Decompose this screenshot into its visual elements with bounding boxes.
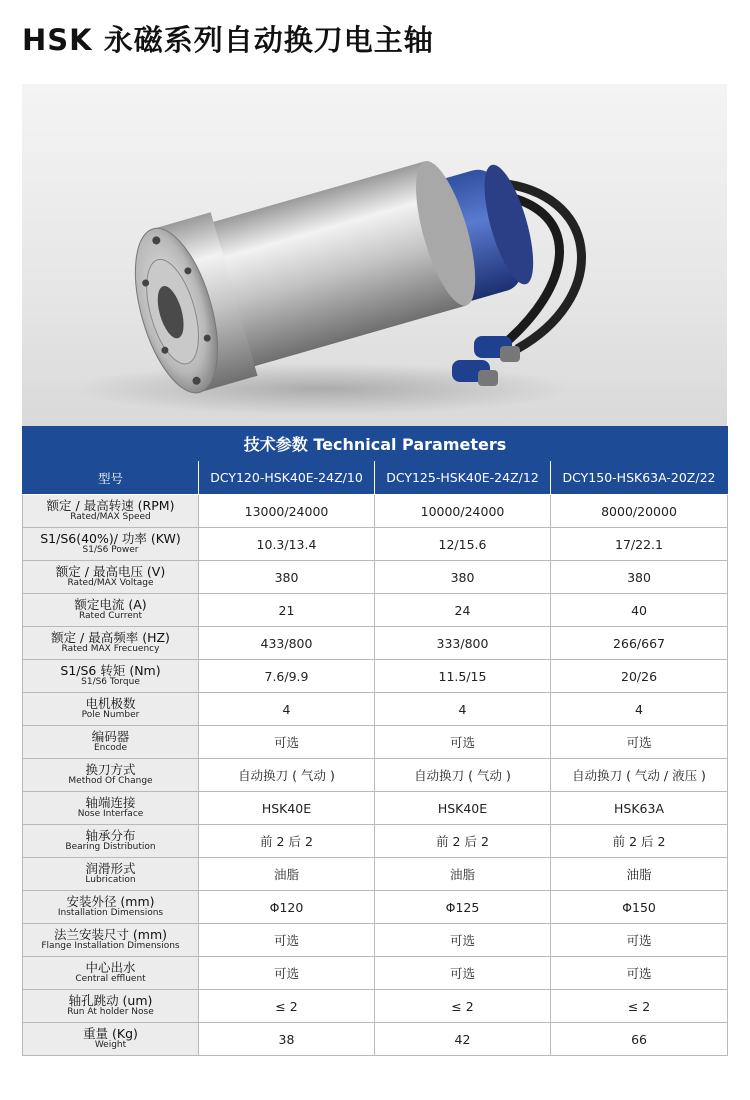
row-value: 可选 [551,726,728,759]
table-row [23,891,728,924]
row-label [23,561,199,594]
row-label [23,759,199,792]
row-value: 380 [375,561,551,594]
row-value: 20/26 [551,660,728,693]
row-value: 333/800 [375,627,551,660]
row-label-zh: 额定电流 (A) [74,596,147,612]
spindle-motor-illustration [22,84,727,426]
row-label-en: Installation Dimensions [57,908,164,919]
table-row [23,693,728,726]
row-value: 266/667 [551,627,728,660]
row-value: 17/22.1 [551,528,728,561]
row-label [23,792,199,825]
row-label [23,957,199,990]
row-value: 前 2 后 2 [375,825,551,858]
row-value: 10000/24000 [375,495,551,528]
row-value: 前 2 后 2 [199,825,375,858]
row-value: 11.5/15 [375,660,551,693]
row-value: 4 [199,693,375,726]
row-value: 油脂 [551,858,728,891]
row-label-zh: 润滑形式 [85,860,136,876]
table-row [23,660,728,693]
row-label [23,858,199,891]
table-row [23,726,728,759]
row-label-en: Central effluent [75,974,146,985]
row-label-zh: 电机极数 [85,695,136,711]
row-label-zh: 法兰安装尺寸 (mm) [53,926,168,942]
row-value: ≤ 2 [375,990,551,1023]
row-label-en: Encode [93,743,128,754]
row-value: 前 2 后 2 [551,825,728,858]
product-photo [22,84,727,426]
row-value: 7.6/9.9 [199,660,375,693]
row-label-en: S1/S6 Torque [81,677,140,688]
row-value: 12/15.6 [375,528,551,561]
row-label-zh: 额定 / 最高转速 (RPM) [46,497,175,513]
row-value: 380 [199,561,375,594]
row-label-en: Rated/MAX Speed [70,512,151,523]
row-label [23,891,199,924]
row-value: 380 [551,561,728,594]
row-value: 4 [551,693,728,726]
table-header-row [23,461,728,495]
row-value: HSK40E [199,792,375,825]
row-value: 油脂 [199,858,375,891]
row-value: 66 [551,1023,728,1056]
row-label-en: Run At holder Nose [67,1007,154,1018]
row-label-en: Nose Interface [77,809,144,820]
row-label-zh: 中心出水 [85,959,136,975]
row-label [23,1023,199,1056]
row-value: 可选 [551,924,728,957]
table-row [23,858,728,891]
row-value: 42 [375,1023,551,1056]
header-model-1: DCY120-HSK40E-24Z/10 [199,461,375,495]
row-value: Φ150 [551,891,728,924]
table-body [23,495,728,1056]
row-value: 自动换刀 ( 气动 ) [199,759,375,792]
row-label [23,990,199,1023]
row-label-zh: 编码器 [91,728,130,744]
spec-table [22,426,728,1056]
row-label-en: Pole Number [81,710,140,721]
row-value: 10.3/13.4 [199,528,375,561]
row-value: 可选 [375,957,551,990]
row-label-zh: 安装外径 (mm) [66,893,155,909]
row-value: 油脂 [375,858,551,891]
row-label-en: Rated Current [78,611,142,622]
row-value: 自动换刀 ( 气动 ) [375,759,551,792]
row-value: HSK63A [551,792,728,825]
table-banner-row [23,427,728,461]
row-value: Φ120 [199,891,375,924]
row-label-zh: 额定 / 最高频率 (HZ) [51,629,170,645]
table-row [23,1023,728,1056]
row-label-en: Lubrication [85,875,136,886]
row-label-zh: S1/S6(40%)/ 功率 (KW) [40,530,181,546]
row-value: 可选 [375,726,551,759]
row-label-en: Rated/MAX Voltage [67,578,154,589]
table-row [23,594,728,627]
table-row [23,495,728,528]
row-label-en: Weight [94,1040,127,1051]
table-row [23,528,728,561]
row-label [23,693,199,726]
row-value: 8000/20000 [551,495,728,528]
row-label [23,660,199,693]
row-label-zh: 轴孔跳动 (um) [68,992,153,1008]
row-label-zh: 轴端连接 [85,794,136,810]
row-value: 38 [199,1023,375,1056]
row-label [23,528,199,561]
row-value: 可选 [199,726,375,759]
row-value: 自动换刀 ( 气动 / 液压 ) [551,759,728,792]
row-value: ≤ 2 [551,990,728,1023]
row-value: 可选 [199,924,375,957]
row-label [23,627,199,660]
header-model: 型号 [23,461,199,495]
row-value: ≤ 2 [199,990,375,1023]
row-label [23,594,199,627]
row-label [23,825,199,858]
row-value: 可选 [375,924,551,957]
row-label-zh: S1/S6 转矩 (Nm) [60,662,161,678]
row-value: 24 [375,594,551,627]
page-title: HSK 永磁系列自动换刀电主轴 [22,23,434,57]
row-label [23,495,199,528]
row-value: HSK40E [375,792,551,825]
row-value: 可选 [551,957,728,990]
row-label-en: S1/S6 Power [82,545,139,556]
row-value: 4 [375,693,551,726]
row-label-en: Bearing Distribution [65,842,156,853]
header-model-2: DCY125-HSK40E-24Z/12 [375,461,551,495]
row-label-en: Method Of Change [68,776,153,787]
row-value: 40 [551,594,728,627]
table-row [23,990,728,1023]
row-value: 13000/24000 [199,495,375,528]
table-row [23,627,728,660]
table-banner: 技术参数 Technical Parameters [23,427,728,461]
row-value: 433/800 [199,627,375,660]
table-row [23,825,728,858]
row-label-zh: 重量 (Kg) [83,1025,138,1041]
row-label-en: Rated MAX Frecuency [61,644,160,655]
row-value: Φ125 [375,891,551,924]
row-label-zh: 换刀方式 [85,761,136,777]
row-label-zh: 轴承分布 [85,827,136,843]
table-row [23,792,728,825]
row-value: 21 [199,594,375,627]
table-row [23,561,728,594]
table-row [23,924,728,957]
table-row [23,957,728,990]
row-label [23,726,199,759]
table-row [23,759,728,792]
header-model-3: DCY150-HSK63A-20Z/22 [551,461,728,495]
row-label [23,924,199,957]
row-value: 可选 [199,957,375,990]
row-label-en: Flange Installation Dimensions [41,941,180,952]
row-label-zh: 额定 / 最高电压 (V) [55,563,166,579]
